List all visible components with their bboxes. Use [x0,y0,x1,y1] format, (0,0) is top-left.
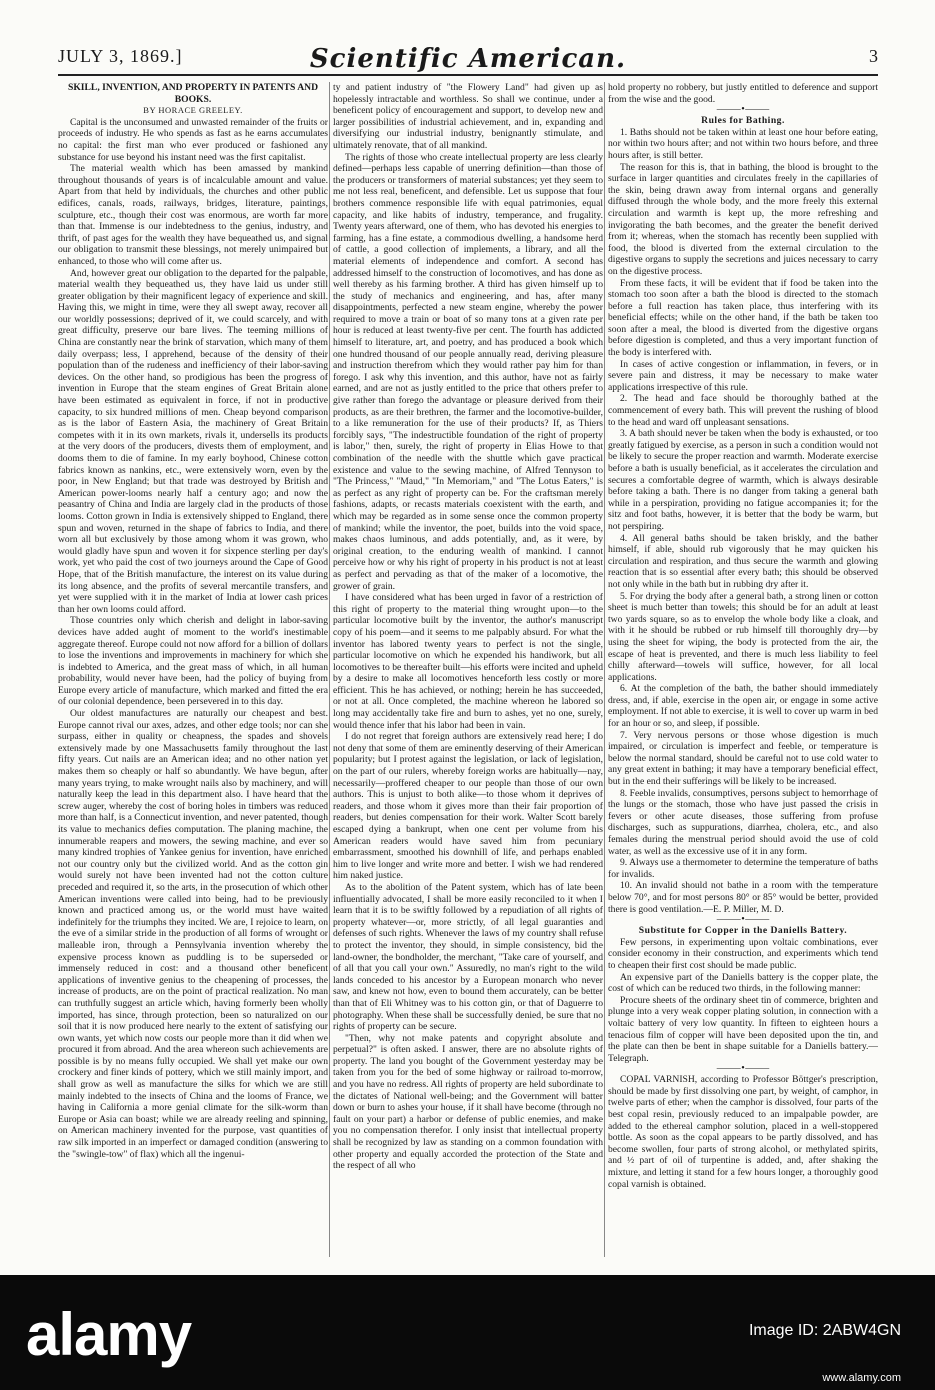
paragraph: 8. Feeble invalids, consumptives, persons subject to hemorrhage of the lungs or the stomach, those who have just passed the crisis in fevers or other acute diseases, those suffering from profuse discharges, such as suppurations, diarrhea, cholera, etc., and also females during the menstrual period should avoid the use of cold water, as well as the excessive use of it in any form. [608,787,878,857]
paragraph: hold property no robbery, but justly entitled to deference and support from the wise and the good. [608,82,878,105]
column-divider [604,82,605,1257]
paragraph: 6. At the completion of the bath, the bather should immediately dress, and, if able, exercise in the open air, or engage in some active employment. If not able to exercise, it is well to cover up warm in bed for an hour or so, and sleep, if possible. [608,683,878,730]
section-heading-bathing: Rules for Bathing. [701,115,785,127]
page-number: 3 [869,46,878,66]
column-1 [58,82,328,1260]
paragraph: Those countries only which cherish and delight in labor-saving devices have added aught of moment to the world's inestimable aggregate thereof. Europe could not now afford for a billion of dollars to lose the inventions and improvements in machinery for which she is indebted to America, and the great mass of which, in all human probability, would never have been, had the policy of buying from Europe every article of manufacture, which marked and fitted the era of our colonial dependence, been persevered in to this day. [58,615,328,708]
masthead [58,44,878,74]
section-heading-copper: Substitute for Copper in the Daniells Battery. [638,925,848,937]
paragraph: 4. All general baths should be taken briskly, and the bather himself, if able, should rub vigorously that he may quicken his circulation and respiration, and thus secure the warmth and glowing reaction that is so essential after every bath; this should be observed not only while in the bath but in rubbing dry after it. [608,532,878,590]
paragraph: Capital is the unconsumed and unwasted remainder of the fruits or proceeds of industry. He who spends as fast as he earns accumulates no capital: the first man who ever produced or fashioned any substance for use beyond his instant need was the first capitalist. [58,116,328,163]
paragraph: I do not regret that foreign authors are extensively read here; I do not deny that some of them are eminently deserving of their American popularity; but I protest against the legislation, or lack of legislation, on the part of our rulers, whereby foreign works are habitually—nay, necessarily—proffered cheaper to our people than those of our own authors. This is unjust to both alike—to those whom it deprives of readers, and those whom it gives more than their fair proportion of readers, but denies compensation for their work. Walter Scott barely escaped dying a bankrupt, when one cent per volume from his American readers would have saved him from pecuniary embarrassment, smoothed his downhill of life, and perhaps enabled him to live longer and write more and better. I wish we had rendered him naked justice. [333,731,603,882]
paragraph: 10. An invalid should not bathe in a room with the temperature below 70°, and for most persons 80° or 85° would be better, provided there is good ventilation.—E. P. Miller, M. D. [608,880,878,915]
paragraph: Our oldest manufactures are naturally our cheapest and best. Europe cannot rival our axes, adzes, and other edge tools; nor can she surpass, either in quality or cheapness, the spades and shovels extensively made by one Massachusetts family throughout the last fifty years. Cut nails are an American idea; and no other nation yet makes them so cheaply or half so abundantly. We have begun, after many years trying, to make wrought nails also by machinery, and will naturally keep the lead in this department also. I have heard that the screw auger, whereby the cost of boring holes in timbers was reduced more than half, is a Connecticut invention, and never patented, though its value to mechanics defies computation. The planing machine, the innumerable reapers and mowers, the sewing machine, and ever so many kindred trophies of Yankee genius for invention, have enriched not our country only but the civilized world. And as the cotton gin would surely not have been invented had not the cotton culture preceded and required it, so the arts, in the prosecution of which other American inventions were called into being, had to be previously known and practiced among us, or the world must have waited indefinitely for the triumphs they incited. We are, I rejoice to learn, on the eve of a similar stride in the production of all forms of wrought or malleable iron, through a Pennsylvania invention whereby the expensive process known as puddling is to be superseded or immensely reduced in cost: and a thousand other beneficent applications of inventive genius to the cheapening of processes, the increase of products, are on the point of practical realization. No man can truthfully suggest an article which, having formerly been wholly imported, has since, through protection, been so naturalized on our soil that it is now produced here nearly to the extent of satisfying our own wants, yet which now costs our people more than it did when we procured it from abroad. And the area whereon such achievements are possible is by no means fully occupied. We shall yet make our own crockery and finer kinds of pottery, which we still mainly import, and shall grow as well as manufacture the silks for which we are still mainly indebted to the insects of China and the looms of France, we having in California a more genial climate for the silk-worm than Europe or Asia can boast; while we are already reeling and spinning, on American machinery invented for the purpose, vast quantities of raw silk imported in an imperfect or damaged condition (answering to the "swingle-tow" of flax) which all the ingenui- [58,708,328,1160]
column-2 [333,82,603,1260]
section-ornament: ⸻•⸻ [716,914,770,926]
paragraph: 5. For drying the body after a general bath, a strong linen or cotton sheet is much better than towels; this should be for an adult at least two yards square, so as to envelop the whole body like a cloak, and with it he should be rubbed or rub himself till thoroughly dry—by using the sheet for wiping, the body is protected from the air, the escape of heat is prevented, and there is much less liability to feel chilly afterward—towels will suffice, however, for all local applications. [608,590,878,683]
paragraph: Procure sheets of the ordinary sheet tin of commerce, brighten and plunge into a very weak copper plating solution, in connection with a voltaic battery of very low quantity. In fifteen to eighteen hours a tenacious film of copper will have been deposited upon the tin, and the plate can then be bent in shape suitable for a Daniells battery.—Telegraph. [608,994,878,1064]
newspaper-title: Scientific American. [309,44,627,74]
paragraph: 1. Baths should not be taken within at least one hour before eating, nor within two hours after; and not within two hours before, and three hours after, is still better. [608,126,878,161]
paragraph: The reason for this is, that in bathing, the blood is brought to the surface in larger quantities and circulates freely in the capillaries of the skin, being drawn away from internal organs and generally diffused through the whole body, and the more freely this external circulation and warmth is kept up, the more refreshing and invigorating the bath becomes, and the greater the benefit derived from it; whereas, when the stomach has recently been supplied with food, the blood is diverted from the external circulation to the digestive organs to supply the secretions and juices necessary to carry on the digestive process. [608,161,878,277]
paragraph: 3. A bath should never be taken when the body is exhausted, or too greatly fatigued by exercise, as a person in such a condition would not be likely to secure the proper reaction and warmth. Moderate exercise before a bath is usually beneficial, as it accelerates the circulation and secures a comfortable degree of warmth, which is always desirable before taking a bath. There is no danger from taking a general bath while in a perspiration, providing no fatigue accompanies it; for the sitz and foot baths, however, it is better that the body be warm, but not perspiring. [608,428,878,532]
paragraph: 7. Very nervous persons or those whose digestion is much impaired, or circulation is imperfect and feeble, or temperature is below the normal standard, should be careful not to use cold water to any great extent in bathing; it may have a temporary beneficial effect, but in the end their sufferings will be likely to be increased. [608,729,878,788]
paragraph: 2. The head and face should be thoroughly bathed at the commencement of every bath. This will prevent the rushing of blood to the head and ward off unpleasant sensations. [608,393,878,428]
paragraph: And, however great our obligation to the departed for the palpable, material wealth they bequeathed us, they have laid us under still greater obligation by their magnificent legacy of experience and skill. Having this, we might in time, were they all swept away, recover all our worldly possessions; deprived of it, we could scarcely, and with great difficulty, preserve our bare lives. The teeming millions of China are constantly near the brink of starvation, which many of them daily overpass; less, I apprehend, because of the density of their population than of the rudeness and inefficiency of their labor-saving devices. On the other hand, so prodigious has been the progress of invention in Europe that the steam engines of Great Britain alone have been estimated as equivalent in force, if not in productive capacity, to six hundred millions of men. Cheap beyond comparison as is the labor of Eastern Asia, the machinery of Great Britain competes with it in its own markets, rivals it, undersells its products at the very doors of the producers, divests them of employment, and dooms them to die of famine. In my early boyhood, Chinese cotton fabrics known as nankins, etc., were extensively worn, even by the poor, in New England; but that trade was destroyed by British and American power-looms nearly half a century ago; and now the peasantry of China and India are largely clad in the products of those looms. Cotton grown in India is extensively shipped to England, there spun and woven, returned in the shape of fabrics to India, and there worn all but exclusively by those among whom it was grown, who would gladly have spun and woven it for sixpence sterling per day's work, yet who paid the cost of two journeys around the Cape of Good Hope, that of the British manufacture, the interest on its value during its long absence, and the profits of several mercantile transfers, and yet were supplied with it in the market of India at lower cash prices than her own looms could afford. [58,267,328,615]
image-id-label: Image ID: 2ABW4GN [748,1322,901,1339]
article-headline: SKILL, INVENTION, AND PROPERTY IN PATENTS AND BOOKS. [67,82,319,105]
paragraph: As to the abolition of the Patent system, which has of late been influentially advocated, I shall be more easily reconciled to it when I learn that it is to be swiftly followed by a repudiation of all rights of property whatever—or, more strictly, of all legal guaranties and defenses of such rights. Whenever the laws of my country shall refuse to protect the inventor, they should, in simple consistency, bid the land-owner, the bondholder, the merchant, "Take care of yourself, and of all that you call your own." Assuredly, no man's right to the wild lands conceded to his ancestor by a European monarch who never saw, and knew not how, even to bound them accurately, can be better than that of Eli Whitney was to his cotton gin, or that of Daguerre to photography. When these shall be successfully denied, be sure that no rights of property can be secure. [333,881,603,1033]
paragraph: ty and patient industry of "the Flowery Land" had given up as hopelessly intractable and worthless. So shall we continue, under a beneficent policy of encouragement and support, to develop new and larger possibilities of industrial achievement, and in, expanding and diversifying our industrial industry, benignantly stimulate, and ultimately renovate, that of all mankind. [333,82,603,151]
paragraph: 9. Always use a thermometer to determine the temperature of baths for invalids. [608,857,878,880]
section-ornament: ⸻•⸻ [716,1063,770,1075]
paragraph: From these facts, it will be evident that if food be taken into the stomach too soon after a bath the blood is directed to the stomach before a full reaction has taken place, thus interfering with its beneficial effects; while on the other hand, if the bath be taken too soon after a meal, the blood is diverted from the digestive organs before digestion is completed, and thus a very important function of the body is interfered with. [608,277,878,359]
paragraph: The rights of those who create intellectual property are less clearly defined—perhaps less capable of unerring definition—than those of the producers or transformers of material substances; yet they seem to me not less real, beneficent, and defensible. Let us suppose that four brothers commence responsible life with equal patrimonies, equal capacity, and like habits of industry, temperance, and frugality. Twenty years afterward, one of them, who has devoted his energies to farming, has a fine estate, a commodious dwelling, a handsome herd of cattle, a good collection of implements, a library, and all the material elements of independence and comfort. A second has addressed himself to the construction of locomotives, and has done as well thereby as his farming brother. A third has given himself up to the study of mechanics and engineering, and has, after many disappointments, perfected a new steam engine, whereby the power required to move a train or boat of so many tons at a given rate per hour is reduced at least twenty-five per cent. The fourth has addicted himself to literature, art, and poetry, and has produced a book which one hundred thousand of our people annually read, deriving pleasure and instruction therefrom which they would rather pay him for than forego. I ask why this invention, and this author, have not as fairly earned, and are not as justly entitled to the price that others prefer to give rather than forego the advantage or pleasure derived from their products, as are their brethren, the farmer and the locomotive-builder, to a like remuneration for the use of their products? If, as Thiers forcibly says, "The indestructible foundation of the right of property is labor," then, surely, the right of property in Elias Howe to that combination of the needle with the shuttle which gave practical existence and value to the sewing machine, of Alfred Tennyson to "The Princess," "Maud," "In Memoriam," and "The Lotus Eaters," is as perfect as any right of property can be. For the craftsman merely fashions, adapts, or recasts materials coexistent with the earth, and which may be regarded as in some sense once the common property of mankind; while the inventor, the poet, builds into the void space, makes chaos luminous, and adds potentially, and, as it were, by original creation, to the enduring wealth of mankind. I cannot perceive how or why his right of property in his product is not at least as perfect and pervading as that of the maker of a locomotive, the grower of grain. [333,151,603,592]
section-ornament: ⸻•⸻ [716,104,770,116]
paragraph: In cases of active congestion or inflammation, in fevers, or in severe pain and distress, it may be necessary to make water applications irrespective of this rule. [608,358,878,393]
paragraph: The material wealth which has been amassed by mankind throughout thousands of years is of incalculable amount and value. Apart from that held by individuals, the churches and other public edifices, canals, roads, railways, bridges, literature, paintings, sculpture, etc., though their cost was enormous, are worth far more than that. Immense is our indebtedness to the genius, industry, and thrift, of past ages for the wealth they have bequeathed us, and signal our obligation to transmit these blessings, not merely unimpaired but enhanced, to those who will come after us. [58,163,328,267]
masthead-rule [58,74,878,76]
paragraph: An expensive part of the Daniells battery is the copper plate, the cost of which can be reduced two thirds, in the following manner: [608,971,878,995]
article-byline: BY HORACE GREELEY. [143,105,243,116]
column-divider [329,82,330,1257]
brand-logo: alamy [26,1301,192,1368]
issue-date: JULY 3, 1869.] [58,46,183,66]
paragraph: "Then, why not make patents and copyright absolute and perpetual?" is often asked. I answer, there are no absolute rights of property. The land you bought of the Government yesterday may be taken from you for the bed of some highway or railroad to-morrow, and you have no redress. All rights of property are held subordinate to the dictates of National well-being; and the Government will batter down or burn to ashes your house, if it shall have become (through no fault on your part) a harbor or defense of public enemies, and make you no compensation therefor. I only insist that intellectual property shall be recognized by law as standing on a common foundation with other property and equally accorded the protection of the State and the respect of all who [333,1032,603,1172]
paragraph: Few persons, in experimenting upon voltaic combinations, ever consider economy in their construction, and experiments which tend to cheapen their first cost should be made public. [608,936,878,971]
image-id: 2ABW4GN [822,1322,901,1339]
column-3 [608,82,878,1260]
paragraph: COPAL VARNISH, according to Professor Böttger's prescription, should be made by first dissolving one part, by weight, of camphor, in twelve parts of ether; when the camphor is dissolved, four parts of the best copal resin, previously reduced to an impalpable powder, are added to the ethereal camphor solution, placed in a well-stoppered bottle. As soon as the copal appears to be partly dissolved, and has become swollen, four parts of strong alcohol, or methylated spirits, and ½ part of oil of turpentine is added, and, after shaking the mixture, and letting it stand for a few hours longer, a thoroughly good copal varnish is obtained. [608,1074,878,1190]
site-url: www.alamy.com [822,1372,901,1384]
paragraph: I have considered what has been urged in favor of a restriction of this right of property to the material thing wrought upon—to the particular locomotive built by the inventor, the author's manuscript copy of his poem—and it seems to me palpably absurd. For what the inventor has labored twenty years to perfect is not the single, particular locomotive on which he expended his handiwork, but all locomotives to be thereafter built—his efforts were incited and upheld by a desire to make all locomotives henceforth less costly or more efficient. This he has achieved, or nothing; herein he has succeeded, or not at all. Once completed, the machine whereon he labored so long may accidentally take fire and burn to ashes, yet no one, surely, would thence infer that his labor had been in vain. [333,592,603,731]
